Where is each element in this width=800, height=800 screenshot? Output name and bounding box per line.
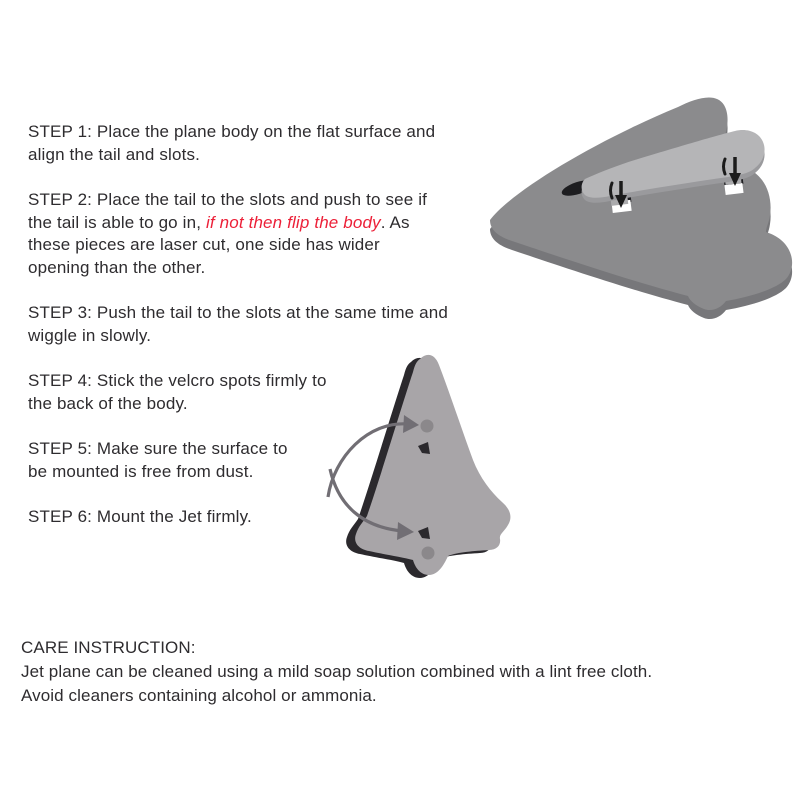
step-6-line-1: STEP 6: Mount the Jet firmly. — [28, 507, 252, 526]
velcro-spot-bottom — [422, 547, 435, 560]
step-1-line-1: STEP 1: Place the plane body on the flat surface and — [28, 122, 436, 141]
step-1 — [28, 121, 498, 166]
step-5-line-2: be mounted is free from dust. — [28, 461, 254, 481]
step-5-line-1: STEP 5: Make sure the surface to — [28, 439, 288, 458]
velcro-placement-diagram — [310, 345, 580, 615]
step-2-line-4: opening than the other. — [28, 257, 206, 277]
step-2-line-3: these pieces are laser cut, one side has wider — [28, 235, 380, 254]
step-4-line-2: the back of the body. — [28, 393, 188, 413]
step-2-line-2-prefix: the tail is able to go in, — [28, 212, 206, 232]
plane-body-shape — [490, 97, 792, 310]
care-instruction-line-1: Jet plane can be cleaned using a mild soap solution combined with a lint free cloth. — [21, 662, 653, 681]
step-2-line-1: STEP 2: Place the tail to the slots and push to see if — [28, 190, 428, 209]
step-2 — [28, 189, 498, 279]
motion-tick-left — [611, 183, 613, 198]
step-3-line-2: wiggle in slowly. — [28, 325, 152, 345]
care-instruction-title: CARE INSTRUCTION: — [21, 638, 196, 657]
flip-body-warning: if not then flip the body — [205, 212, 381, 232]
step-4-line-1: STEP 4: Stick the velcro spots firmly to — [28, 371, 327, 390]
velcro-spot-top — [421, 420, 434, 433]
step-3-line-1: STEP 3: Push the tail to the slots at the same time and — [28, 303, 448, 322]
step-2-line-2 — [28, 212, 498, 235]
care-instruction-line-2: Avoid cleaners containing alcohol or ammonia. — [21, 686, 377, 705]
step-3 — [28, 302, 498, 347]
step-2-line-2-suffix: . As — [380, 212, 410, 232]
tail-insertion-diagram — [478, 85, 800, 320]
motion-tick-right — [724, 159, 726, 174]
care-instruction-section — [21, 636, 761, 708]
step-1-line-2: align the tail and slots. — [28, 144, 200, 164]
